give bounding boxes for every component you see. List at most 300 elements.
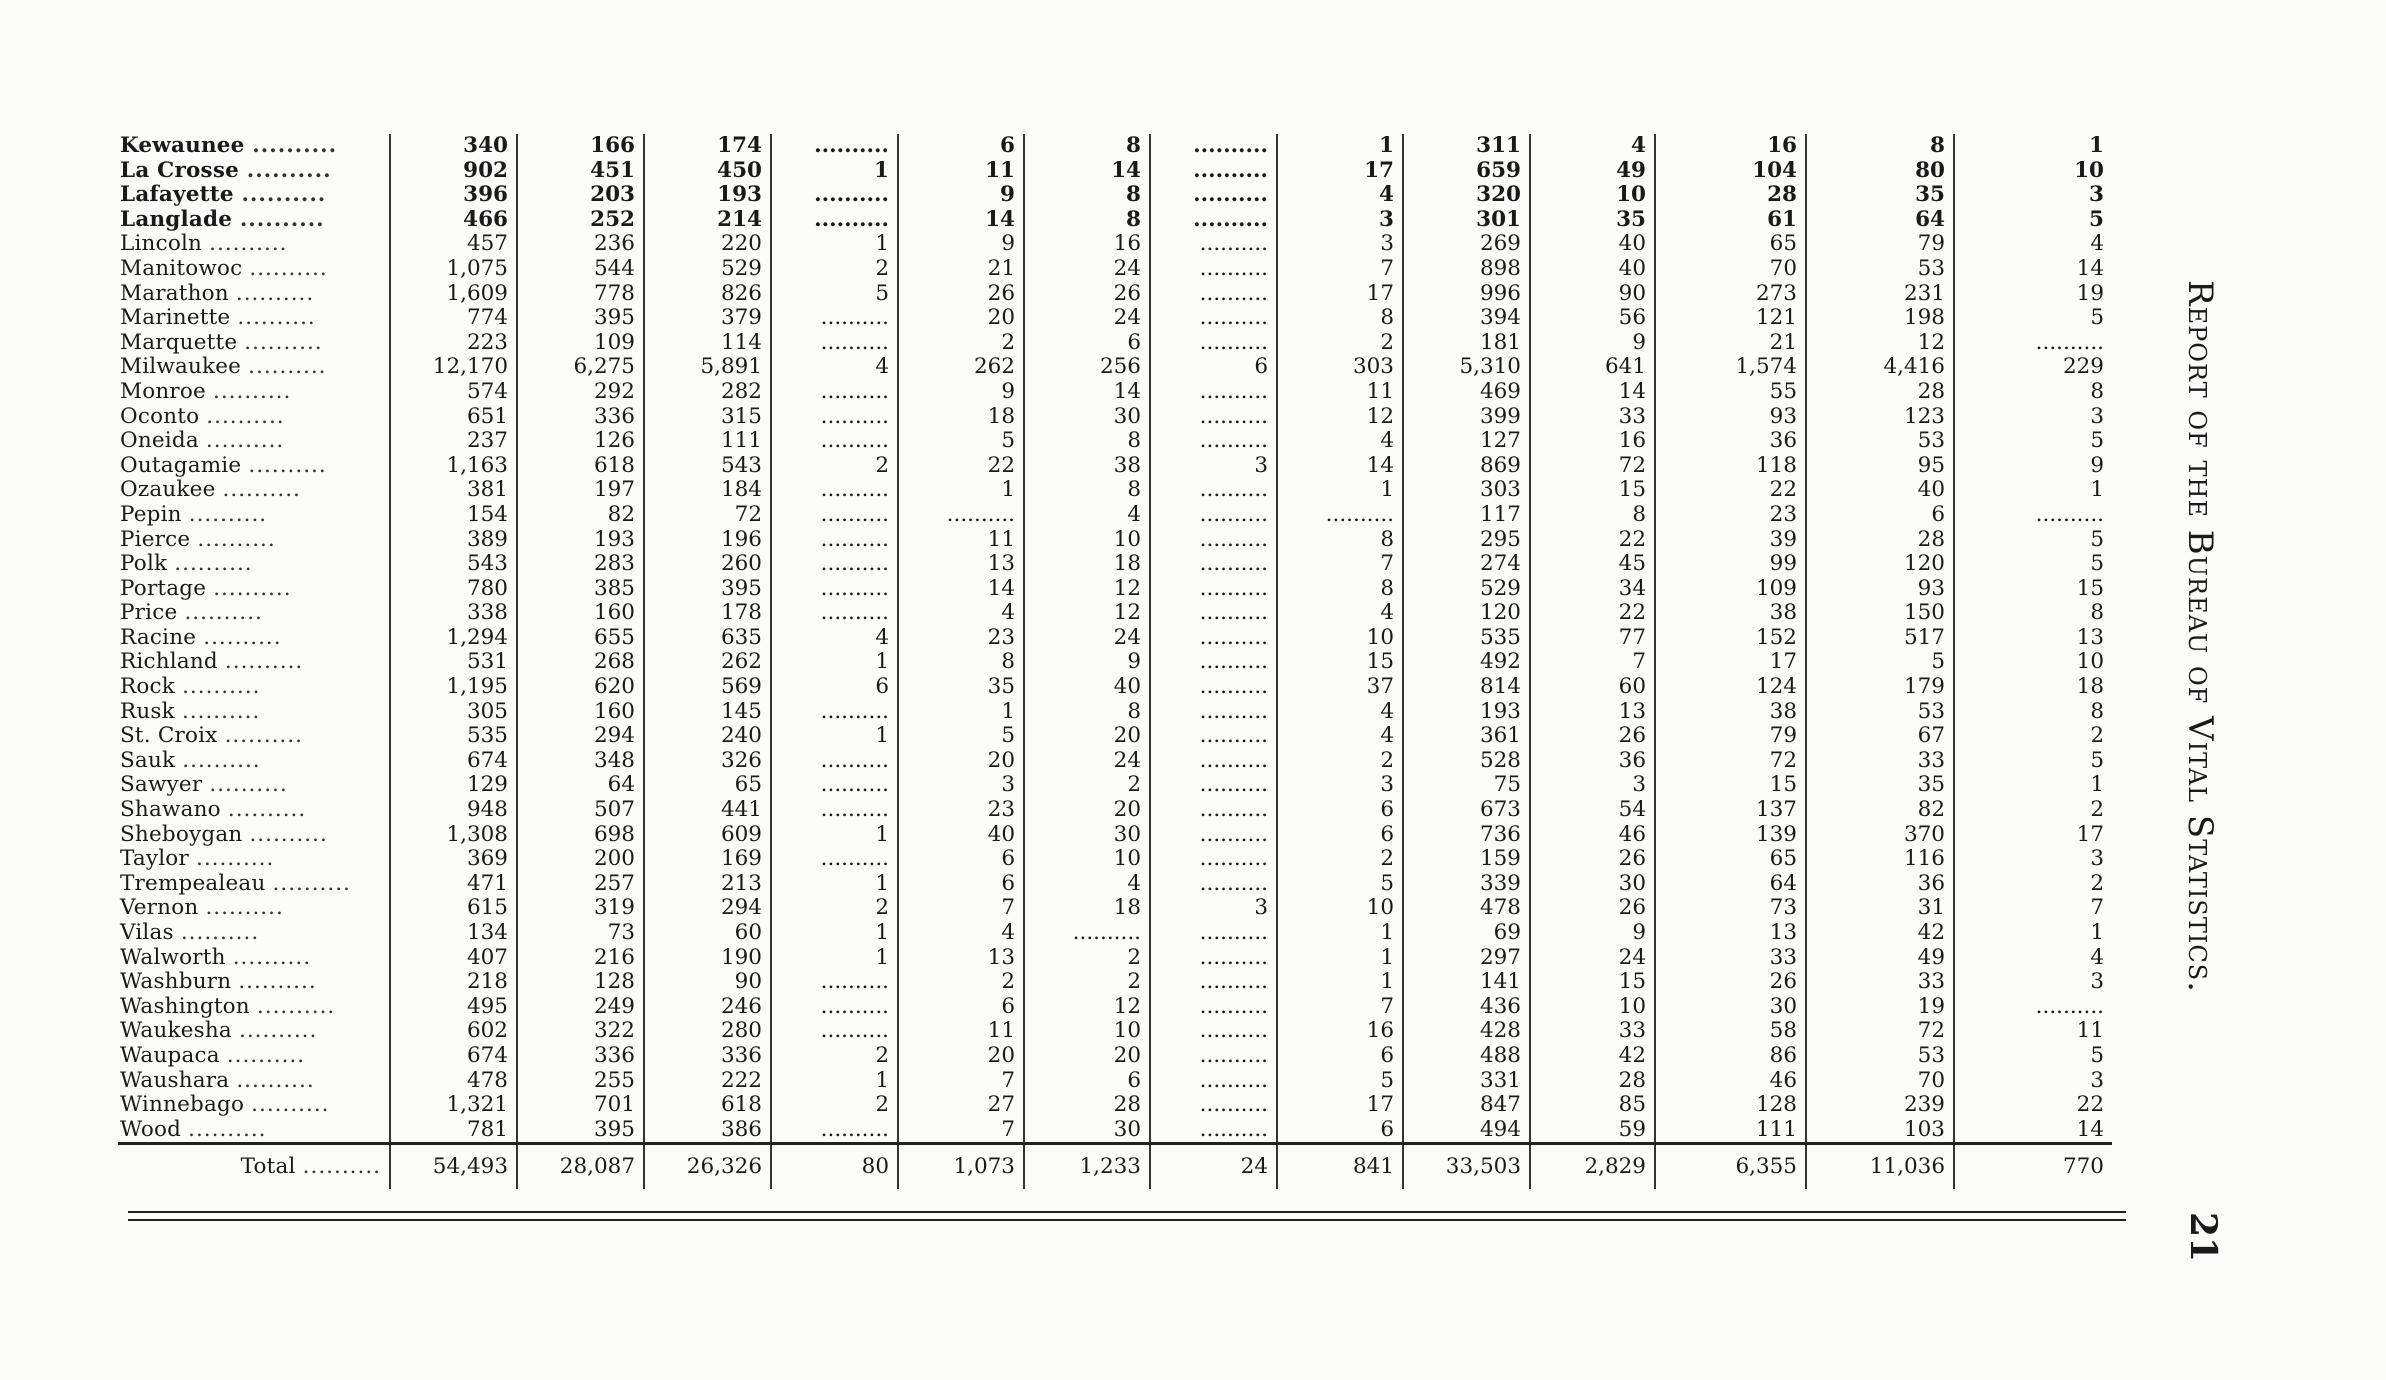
data-cell: 495: [390, 995, 517, 1020]
table-row: [118, 724, 2112, 749]
data-cell: 22: [1530, 601, 1655, 626]
data-cell: 544: [517, 257, 644, 282]
data-cell: 12,170: [390, 355, 517, 380]
data-cell: 65: [644, 773, 771, 798]
data-cell: 36: [1655, 429, 1806, 454]
data-cell: 30: [1024, 823, 1150, 848]
data-cell: 528: [1403, 749, 1530, 774]
data-cell: 30: [1530, 872, 1655, 897]
data-cell: 39: [1655, 528, 1806, 553]
data-cell: 4: [1024, 503, 1150, 528]
data-cell: 3: [1530, 773, 1655, 798]
data-cell: 28: [1530, 1069, 1655, 1094]
data-cell: 1,574: [1655, 355, 1806, 380]
dot-leader: ..........: [256, 994, 336, 1019]
data-cell: 21: [1655, 331, 1806, 356]
county-name: Portage: [120, 576, 207, 601]
data-cell: ..........: [771, 601, 898, 626]
data-cell: 399: [1403, 405, 1530, 430]
data-cell: 1: [1277, 946, 1403, 971]
data-cell: 109: [1655, 577, 1806, 602]
data-cell: 340: [390, 134, 517, 159]
data-cell: 166: [517, 134, 644, 159]
data-cell: 4: [1277, 601, 1403, 626]
data-cell: 6,355: [1655, 1144, 1806, 1190]
data-cell: ..........: [1150, 257, 1277, 282]
data-cell: 8: [1024, 429, 1150, 454]
data-cell: 2: [898, 331, 1024, 356]
data-cell: 64: [517, 773, 644, 798]
table-row: [118, 355, 2112, 380]
table-row: [118, 183, 2112, 208]
data-cell: 655: [517, 626, 644, 651]
data-cell: 72: [1806, 1019, 1954, 1044]
county-name: Walworth: [120, 945, 226, 970]
data-cell: ..........: [1150, 208, 1277, 233]
county-name-cell: [118, 1118, 390, 1144]
data-cell: ..........: [1150, 650, 1277, 675]
total-row: [118, 1144, 2112, 1190]
data-cell: 255: [517, 1069, 644, 1094]
data-cell: 19: [1806, 995, 1954, 1020]
data-cell: 160: [517, 700, 644, 725]
data-cell: ..........: [1150, 921, 1277, 946]
data-cell: ..........: [771, 749, 898, 774]
data-cell: ..........: [1150, 577, 1277, 602]
data-cell: 24: [1024, 306, 1150, 331]
data-cell: ..........: [1024, 921, 1150, 946]
data-cell: 30: [1655, 995, 1806, 1020]
data-cell: 174: [644, 134, 771, 159]
data-cell: 14: [1024, 159, 1150, 184]
county-name: Wood: [120, 1117, 182, 1142]
data-cell: 26,326: [644, 1144, 771, 1190]
data-cell: 237: [390, 429, 517, 454]
data-cell: 28,087: [517, 1144, 644, 1190]
table-row: [118, 331, 2112, 356]
dot-leader: ..........: [224, 724, 303, 749]
data-cell: 5: [898, 429, 1024, 454]
data-cell: 517: [1806, 626, 1954, 651]
data-cell: 348: [517, 749, 644, 774]
county-name-cell: [118, 896, 390, 921]
county-name-cell: [118, 650, 390, 675]
data-cell: 127: [1403, 429, 1530, 454]
data-cell: 20: [898, 749, 1024, 774]
data-cell: 26: [1530, 724, 1655, 749]
county-name: Marathon: [120, 281, 229, 306]
data-cell: 6: [1024, 331, 1150, 356]
data-cell: 42: [1530, 1044, 1655, 1069]
data-cell: 141: [1403, 970, 1530, 995]
data-cell: 5: [2090, 306, 2104, 331]
data-cell: 736: [1403, 823, 1530, 848]
data-cell: 492: [1403, 650, 1530, 675]
data-cell: 3: [2090, 1068, 2104, 1093]
county-name-cell: [118, 257, 390, 282]
data-cell: 231: [1806, 282, 1954, 307]
data-cell: 1,609: [390, 282, 517, 307]
data-cell: 4,416: [1806, 355, 1954, 380]
data-cell: ..........: [1150, 552, 1277, 577]
data-cell: 73: [517, 921, 644, 946]
data-cell: 169: [644, 847, 771, 872]
county-name-cell: [118, 405, 390, 430]
data-cell: 38: [1655, 700, 1806, 725]
data-cell: 361: [1403, 724, 1530, 749]
data-cell: 18: [898, 405, 1024, 430]
data-cell: 15: [1530, 478, 1655, 503]
data-cell: 701: [517, 1093, 644, 1118]
data-cell: 780: [390, 577, 517, 602]
data-cell: 336: [517, 1044, 644, 1069]
data-cell: 154: [390, 503, 517, 528]
data-cell: ..........: [1150, 1118, 1277, 1144]
data-cell: 3: [1277, 208, 1403, 233]
table-row: [118, 946, 2112, 971]
data-cell: 6: [1806, 503, 1954, 528]
table-row: [118, 1044, 2112, 1069]
county-name-cell: [118, 1093, 390, 1118]
data-cell: 46: [1530, 823, 1655, 848]
county-statistics-table: [118, 134, 2112, 1189]
data-cell: 256: [1024, 355, 1150, 380]
table-row: [118, 503, 2112, 528]
data-cell: 12: [1024, 601, 1150, 626]
data-cell: 70: [1655, 257, 1806, 282]
data-cell: 2: [1277, 847, 1403, 872]
data-cell: 236: [517, 232, 644, 257]
data-cell: ..........: [898, 503, 1024, 528]
data-cell: 80: [1806, 159, 1954, 184]
table-row: [118, 257, 2112, 282]
data-cell: 7: [2090, 896, 2104, 921]
county-name-cell: [118, 626, 390, 651]
data-cell: 5: [1277, 1069, 1403, 1094]
data-cell: 5,891: [644, 355, 771, 380]
data-cell: ..........: [1150, 749, 1277, 774]
data-cell: 16: [1024, 232, 1150, 257]
table-body: [118, 134, 2112, 1189]
data-cell: 80: [771, 1144, 898, 1190]
data-cell: 118: [1655, 454, 1806, 479]
data-cell: 17: [1277, 1093, 1403, 1118]
data-cell: 70: [1806, 1069, 1954, 1094]
data-cell: ..........: [771, 995, 898, 1020]
county-name: Langlade: [120, 207, 233, 232]
data-cell: 339: [1403, 872, 1530, 897]
county-name: Marinette: [120, 306, 231, 331]
dot-leader: ..........: [227, 798, 307, 823]
data-cell: 22: [2076, 1093, 2104, 1118]
data-cell: 8: [1024, 700, 1150, 725]
county-name-cell: [118, 970, 390, 995]
data-cell: ..........: [1150, 1019, 1277, 1044]
data-cell: 4: [1277, 724, 1403, 749]
county-name-cell: [118, 528, 390, 553]
data-cell: 4: [1277, 183, 1403, 208]
data-cell: 2: [898, 970, 1024, 995]
data-cell: 12: [1277, 405, 1403, 430]
data-cell: ..........: [1150, 847, 1277, 872]
data-cell: 181: [1403, 331, 1530, 356]
data-cell: 336: [517, 405, 644, 430]
data-cell: 3: [1150, 454, 1277, 479]
data-cell: 2: [2090, 724, 2104, 749]
data-cell: 14: [898, 208, 1024, 233]
data-cell: 478: [1403, 896, 1530, 921]
data-cell: ..........: [1150, 946, 1277, 971]
data-cell: 90: [644, 970, 771, 995]
data-cell: 898: [1403, 257, 1530, 282]
data-cell: ..........: [771, 380, 898, 405]
data-cell: 65: [1655, 232, 1806, 257]
county-name: St. Croix: [120, 724, 218, 749]
data-cell: 4: [1277, 700, 1403, 725]
data-cell: 260: [644, 552, 771, 577]
data-cell: ..........: [1150, 134, 1277, 159]
data-cell: 31: [1806, 896, 1954, 921]
data-cell: 2: [2090, 798, 2104, 823]
data-cell: 10: [1530, 183, 1655, 208]
data-cell: 778: [517, 282, 644, 307]
data-cell: 274: [1403, 552, 1530, 577]
data-cell: 315: [644, 405, 771, 430]
data-cell: ..........: [1150, 1093, 1277, 1118]
data-cell: ..........: [2035, 330, 2104, 355]
dot-leader: ..........: [226, 1043, 306, 1068]
data-cell: 386: [644, 1118, 771, 1144]
data-cell: 8: [1530, 503, 1655, 528]
county-name: Price: [120, 601, 178, 626]
data-cell: 67: [1806, 724, 1954, 749]
data-cell: 14: [1277, 454, 1403, 479]
data-cell: ..........: [771, 306, 898, 331]
data-cell: 240: [644, 724, 771, 749]
data-cell: 1,163: [390, 454, 517, 479]
data-cell: 4: [771, 355, 898, 380]
county-name: Monroe: [120, 379, 206, 404]
data-cell: 16: [1530, 429, 1655, 454]
data-cell: 193: [644, 183, 771, 208]
data-cell: 150: [1806, 601, 1954, 626]
data-cell: 40: [1530, 232, 1655, 257]
data-cell: 42: [1806, 921, 1954, 946]
data-cell: ..........: [1150, 429, 1277, 454]
data-cell: 21: [898, 257, 1024, 282]
data-cell: ..........: [1150, 380, 1277, 405]
county-name: La Crosse: [120, 158, 240, 183]
data-cell: 615: [390, 896, 517, 921]
dot-leader: ..........: [184, 601, 263, 626]
data-cell: 33: [1806, 749, 1954, 774]
data-cell: 674: [390, 749, 517, 774]
data-cell: 53: [1806, 257, 1954, 282]
data-cell: ..........: [2035, 994, 2104, 1019]
data-cell: 17: [1655, 650, 1806, 675]
data-cell: 49: [1806, 946, 1954, 971]
data-cell: 3: [1277, 232, 1403, 257]
dot-leader: ..........: [238, 970, 317, 995]
data-cell: 229: [2062, 355, 2104, 380]
data-cell: 5,310: [1403, 355, 1530, 380]
data-cell: 72: [1655, 749, 1806, 774]
data-cell: 869: [1403, 454, 1530, 479]
data-cell: ..........: [1150, 724, 1277, 749]
data-cell: 535: [390, 724, 517, 749]
data-cell: 30: [1024, 1118, 1150, 1144]
data-cell: 674: [390, 1044, 517, 1069]
dot-leader: ..........: [197, 527, 276, 552]
data-cell: 9: [898, 232, 1024, 257]
data-cell: ..........: [1150, 528, 1277, 553]
data-cell: 13: [2076, 625, 2104, 650]
page-number: 21: [2182, 1212, 2224, 1263]
data-cell: 213: [644, 872, 771, 897]
data-cell: 27: [898, 1093, 1024, 1118]
data-cell: 280: [644, 1019, 771, 1044]
data-cell: 18: [1024, 896, 1150, 921]
dot-leader: ..........: [213, 576, 292, 601]
data-cell: 60: [1530, 675, 1655, 700]
data-cell: 9: [898, 380, 1024, 405]
data-cell: 14: [1024, 380, 1150, 405]
dot-leader: ..........: [232, 945, 312, 970]
data-cell: 15: [1277, 650, 1403, 675]
data-cell: 90: [1530, 282, 1655, 307]
bottom-rule-top: [128, 1211, 2126, 1213]
data-cell: 1: [1277, 921, 1403, 946]
data-cell: 1: [2089, 134, 2104, 158]
data-cell: ..........: [1150, 700, 1277, 725]
table-row: [118, 872, 2112, 897]
county-name-cell: [118, 847, 390, 872]
data-cell: 218: [390, 970, 517, 995]
data-cell: 75: [1403, 773, 1530, 798]
county-name: Taylor: [120, 847, 189, 872]
data-cell: 28: [1806, 528, 1954, 553]
county-name: Lafayette: [120, 183, 234, 208]
data-cell: 14: [1530, 380, 1655, 405]
data-cell: 659: [1403, 159, 1530, 184]
table-row: [118, 896, 2112, 921]
data-cell: 5: [1277, 872, 1403, 897]
table-row: [118, 306, 2112, 331]
table-row: [118, 700, 2112, 725]
data-cell: 8: [1277, 577, 1403, 602]
data-cell: 395: [517, 306, 644, 331]
table-row: [118, 601, 2112, 626]
data-cell: 129: [390, 773, 517, 798]
data-cell: ..........: [1150, 331, 1277, 356]
data-cell: 24: [1530, 946, 1655, 971]
data-cell: 2: [2090, 871, 2104, 896]
data-cell: 529: [1403, 577, 1530, 602]
data-cell: 2: [1277, 331, 1403, 356]
data-cell: 8: [1024, 208, 1150, 233]
running-title: Report of the Bureau of Vital Statistics.: [2180, 280, 2220, 993]
data-cell: 33,503: [1403, 1144, 1530, 1190]
data-cell: 14: [2076, 256, 2104, 281]
data-cell: 11: [898, 159, 1024, 184]
table-row: [118, 1069, 2112, 1094]
data-cell: 26: [1655, 970, 1806, 995]
data-cell: 535: [1403, 626, 1530, 651]
dot-leader: ..........: [252, 134, 338, 158]
data-cell: 137: [1655, 798, 1806, 823]
dot-leader: ..........: [205, 896, 284, 921]
data-cell: 5: [771, 282, 898, 307]
data-cell: ..........: [771, 208, 898, 233]
data-cell: 38: [1024, 454, 1150, 479]
data-cell: 1: [771, 159, 898, 184]
data-cell: ..........: [1150, 282, 1277, 307]
data-cell: 6: [1150, 355, 1277, 380]
data-cell: 10: [2076, 650, 2104, 675]
county-name: Vilas: [120, 921, 174, 945]
data-cell: 9: [898, 183, 1024, 208]
dot-leader: ..........: [251, 1093, 330, 1118]
county-name: Oconto: [120, 404, 200, 429]
data-cell: 5: [898, 724, 1024, 749]
data-cell: 15: [1655, 773, 1806, 798]
dot-leader: ..........: [302, 1154, 381, 1180]
county-name: Lincoln: [120, 232, 203, 257]
data-cell: 1: [771, 921, 898, 946]
data-cell: 3: [2090, 404, 2104, 429]
county-name: Sauk: [120, 748, 176, 773]
dot-leader: ..........: [236, 1068, 315, 1093]
data-cell: 223: [390, 331, 517, 356]
data-cell: 507: [517, 798, 644, 823]
data-cell: 4: [1530, 134, 1655, 159]
data-cell: 13: [1530, 700, 1655, 725]
data-cell: 451: [517, 159, 644, 184]
data-cell: 1,308: [390, 823, 517, 848]
county-name-cell: [118, 355, 390, 380]
county-name: Waupaca: [120, 1043, 220, 1068]
data-cell: 673: [1403, 798, 1530, 823]
data-cell: 36: [1806, 872, 1954, 897]
data-cell: 56: [1530, 306, 1655, 331]
data-cell: 10: [1277, 896, 1403, 921]
county-name: Pepin: [120, 502, 182, 527]
data-cell: 466: [390, 208, 517, 233]
data-cell: ..........: [1150, 675, 1277, 700]
table-row: [118, 921, 2112, 946]
data-cell: 124: [1655, 675, 1806, 700]
county-name-cell: [118, 675, 390, 700]
data-cell: 698: [517, 823, 644, 848]
data-cell: ..........: [771, 773, 898, 798]
data-cell: 35: [1530, 208, 1655, 233]
data-cell: ..........: [1150, 626, 1277, 651]
data-cell: 198: [1806, 306, 1954, 331]
data-cell: 8: [1806, 134, 1954, 159]
data-cell: 26: [898, 282, 1024, 307]
data-cell: ..........: [1150, 823, 1277, 848]
data-cell: 111: [1655, 1118, 1806, 1144]
dot-leader: ..........: [248, 453, 327, 478]
data-cell: 6: [898, 134, 1024, 159]
data-cell: 19: [2076, 281, 2104, 306]
data-cell: 33: [1530, 1019, 1655, 1044]
data-cell: 336: [644, 1044, 771, 1069]
dot-leader: ..........: [246, 158, 332, 183]
data-cell: 10: [1277, 626, 1403, 651]
data-cell: 193: [517, 528, 644, 553]
data-cell: 10: [1530, 995, 1655, 1020]
